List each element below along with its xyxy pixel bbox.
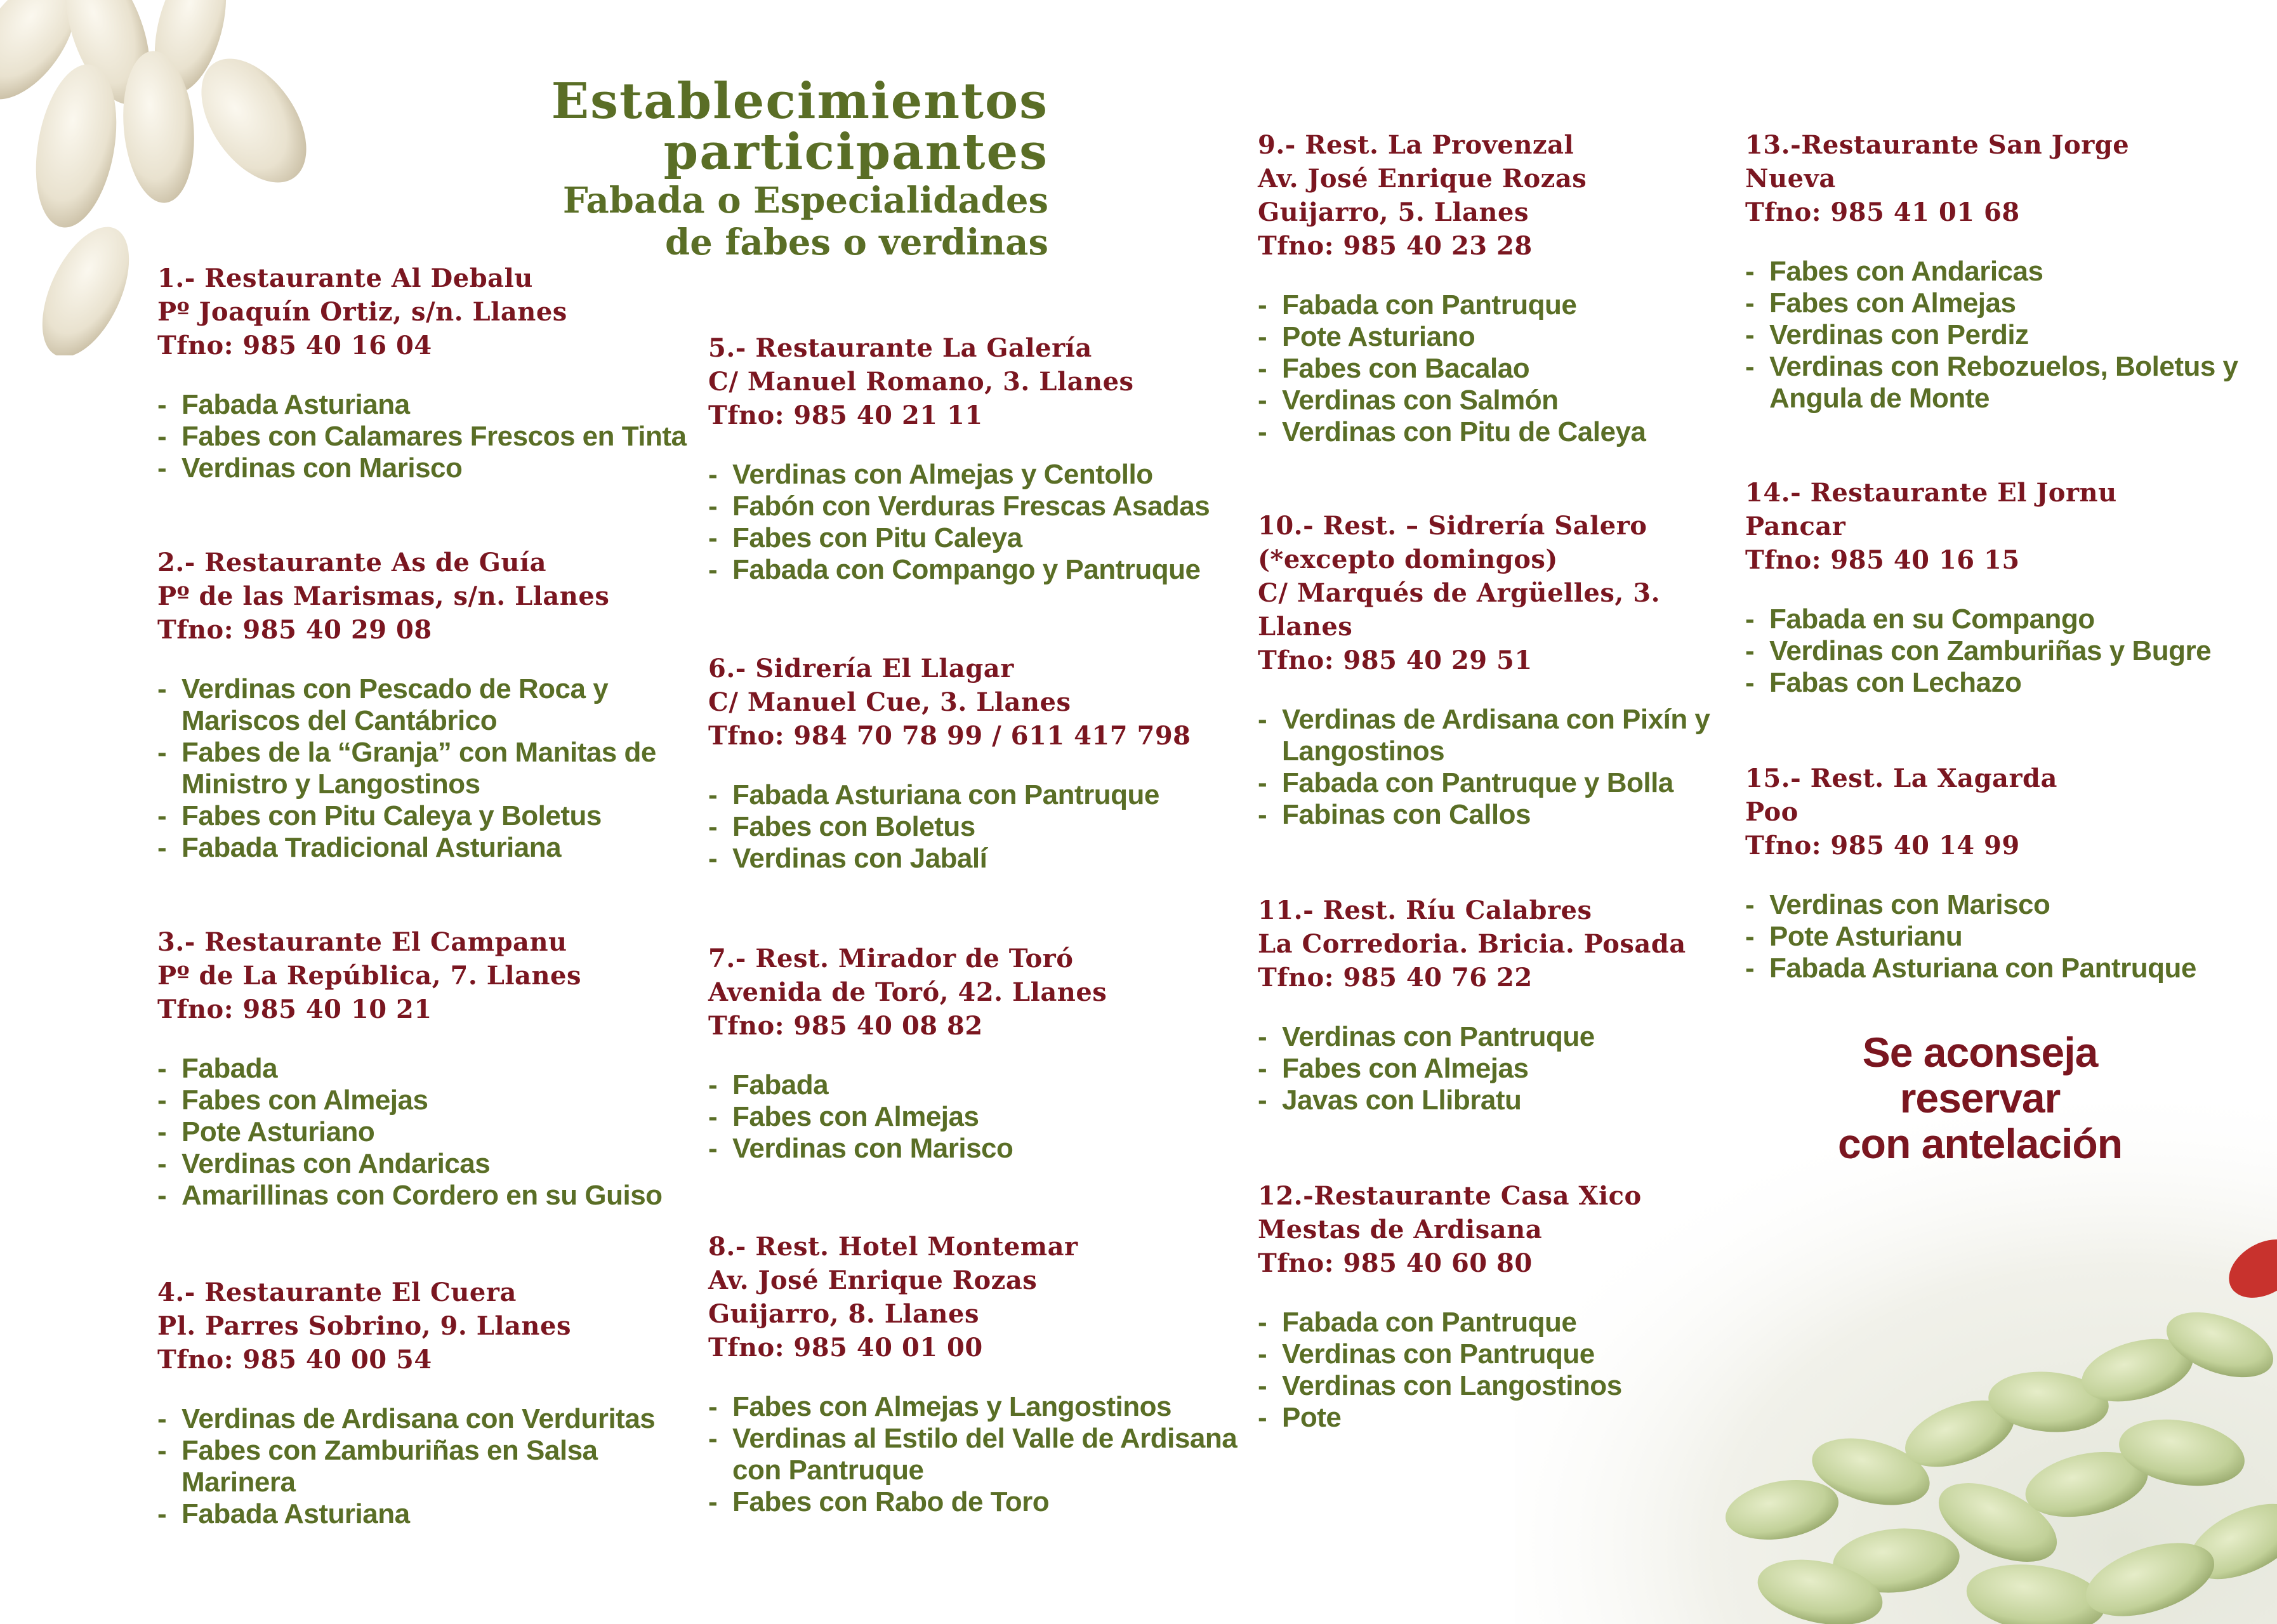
restaurant-phone: Tfno: 985 40 60 80 (1258, 1248, 1533, 1278)
dish-item (1258, 799, 1804, 831)
restaurant-name: 8.- Rest. Hotel Montemar (708, 1232, 1078, 1262)
dish-item (1258, 416, 1804, 448)
advice-line2: reservar (1899, 1074, 2061, 1121)
restaurant-address: Pº Joaquín Ortiz, s/n. Llanes (157, 297, 567, 327)
dish-label: Fabes con Zamburiñas en Salsa Marinera (182, 1435, 598, 1498)
dish-list (1258, 1307, 1804, 1434)
dash-bullet: - (1745, 953, 1755, 984)
dish-item (1745, 667, 2277, 699)
dish-item (157, 1053, 703, 1085)
dish-item (1258, 1085, 1804, 1116)
dash-bullet: - (157, 1053, 167, 1084)
dish-item (1745, 604, 2277, 635)
dish-label: Fabada Asturiana (182, 389, 410, 420)
dish-label: Fabada con Pantruque (1282, 1307, 1577, 1338)
dash-bullet: - (708, 1069, 718, 1100)
dish-item (157, 832, 703, 864)
subtitle-line2: de fabes o verdinas (665, 221, 1048, 263)
dish-label: Fabes con Andaricas (1769, 256, 2043, 287)
dish-label: Fabes con Almejas (182, 1085, 428, 1116)
dash-bullet: - (157, 1403, 167, 1434)
dish-list (1258, 704, 1804, 831)
dish-item (708, 1423, 1254, 1486)
dish-list (708, 779, 1254, 875)
dish-item (708, 554, 1254, 586)
dish-item (157, 1085, 703, 1116)
restaurant-address: C/ Marqués de Argüelles, 3. Llanes (1258, 578, 1661, 642)
dish-label: Fabes con Rabo de Toro (732, 1486, 1050, 1517)
dish-label: Verdinas con Perdiz (1769, 319, 2029, 350)
dish-item (157, 389, 703, 421)
dish-list (1745, 889, 2277, 984)
dash-bullet: - (1745, 319, 1755, 350)
dish-item (157, 1180, 703, 1211)
dish-item (1258, 1021, 1804, 1053)
dish-label: Verdinas con Andaricas (182, 1148, 491, 1179)
restaurant-phone: Tfno: 985 40 29 08 (157, 615, 432, 645)
dish-label: Verdinas de Ardisana con Pixín y Langostinos (1282, 704, 1710, 767)
dish-list (157, 673, 703, 864)
dish-item (1745, 287, 2277, 319)
dash-bullet: - (1258, 1053, 1267, 1084)
restaurant-phone: Tfno: 985 40 14 99 (1745, 831, 2020, 861)
dash-bullet: - (1745, 889, 1755, 920)
dish-label: Fabada Asturiana (182, 1498, 410, 1529)
dish-item (1745, 351, 2277, 414)
dash-bullet: - (1745, 256, 1755, 287)
dish-item (157, 452, 703, 484)
dash-bullet: - (1258, 704, 1267, 735)
restaurant-name: 12.-Restaurante Casa Xico (1258, 1181, 1642, 1211)
dish-label: Fabes de la “Granja” con Manitas de Ministro y Langostinos (182, 737, 656, 800)
dash-bullet: - (708, 522, 718, 553)
dish-item (708, 1486, 1254, 1518)
dish-label: Fabes con Pitu Caleya y Boletus (182, 800, 602, 831)
dish-item (708, 1069, 1254, 1101)
restaurant-entry (157, 925, 703, 1211)
dish-item (1258, 704, 1804, 767)
dish-label: Pote Asturianu (1769, 921, 1963, 952)
dish-label: Fabas con Lechazo (1769, 667, 2022, 698)
dash-bullet: - (708, 843, 718, 874)
dish-list (157, 1053, 703, 1211)
dash-bullet: - (1745, 351, 1755, 382)
restaurant-entry (1745, 476, 2277, 699)
advice-line1: Se aconseja (1862, 1029, 2098, 1076)
dish-label: Fabada con Compango y Pantruque (732, 554, 1201, 585)
restaurant-entry (1258, 509, 1804, 831)
dash-bullet: - (708, 1423, 718, 1454)
dish-label: Fabes con Almejas (732, 1101, 979, 1132)
dish-label: Fabes con Almejas (1282, 1053, 1529, 1084)
restaurant-name: 7.- Rest. Mirador de Toró (708, 944, 1074, 974)
restaurant-entry (157, 261, 703, 484)
dash-bullet: - (1258, 767, 1267, 798)
dash-bullet: - (1258, 1370, 1267, 1401)
restaurant-entry (708, 942, 1254, 1165)
dish-label: Fabada con Pantruque (1282, 289, 1577, 320)
dish-item (708, 1133, 1254, 1165)
restaurant-name: 1.- Restaurante Al Debalu (157, 263, 533, 293)
dish-list (1745, 604, 2277, 699)
dish-label: Fabada (732, 1069, 829, 1100)
dish-label: Fabes con Almejas y Langostinos (732, 1391, 1172, 1422)
restaurant-name: 4.- Restaurante El Cuera (157, 1277, 517, 1307)
restaurant-address: Nueva (1745, 164, 1836, 194)
restaurant-address: Poo (1745, 797, 1798, 827)
dish-item (157, 1116, 703, 1148)
reservation-advice (1821, 1029, 2139, 1166)
dish-label: Verdinas con Marisco (732, 1133, 1013, 1164)
dash-bullet: - (1745, 635, 1755, 666)
dish-label: Pote Asturiano (1282, 321, 1475, 352)
dish-item (157, 673, 703, 737)
dash-bullet: - (1745, 921, 1755, 952)
dish-item (157, 1435, 703, 1498)
dish-item (1745, 889, 2277, 921)
restaurant-name: 6.- Sidrería El Llagar (708, 654, 1014, 683)
dish-list (708, 1391, 1254, 1518)
dish-item (1745, 921, 2277, 953)
dish-list (1258, 289, 1804, 448)
dash-bullet: - (157, 1148, 167, 1179)
restaurant-entry (708, 1230, 1254, 1518)
dish-label: Verdinas con Pitu de Caleya (1282, 416, 1646, 447)
restaurant-address: Mestas de Ardisana (1258, 1215, 1543, 1244)
dash-bullet: - (1258, 1021, 1267, 1052)
dash-bullet: - (157, 1498, 167, 1529)
dish-item (157, 1148, 703, 1180)
dash-bullet: - (708, 554, 718, 585)
dish-item (708, 459, 1254, 491)
dish-item (1745, 256, 2277, 287)
dish-label: Verdinas al Estilo del Valle de Ardisana con Pantruque (732, 1423, 1238, 1486)
dash-bullet: - (157, 1085, 167, 1116)
dish-label: Verdinas con Marisco (1769, 889, 2050, 920)
dish-label: Fabes con Bacalao (1282, 353, 1530, 384)
dish-label: Verdinas con Zamburiñas y Bugre (1769, 635, 2212, 666)
dish-label: Fabes con Almejas (1769, 287, 2016, 319)
restaurant-address: Pº de La República, 7. Llanes (157, 961, 582, 991)
dish-label: Verdinas con Langostinos (1282, 1370, 1622, 1401)
dish-item (1258, 289, 1804, 321)
restaurant-phone: Tfno: 985 40 10 21 (157, 994, 432, 1024)
dash-bullet: - (1258, 321, 1267, 352)
dish-item (157, 737, 703, 800)
dash-bullet: - (708, 1486, 718, 1517)
dish-list (708, 459, 1254, 586)
restaurant-phone: Tfno: 985 40 76 22 (1258, 963, 1533, 993)
dish-item (1745, 319, 2277, 351)
restaurant-name: 11.- Rest. Ríu Calabres (1258, 895, 1592, 925)
dish-item (157, 421, 703, 452)
dish-item (1745, 635, 2277, 667)
subtitle-line1: Fabada o Especialidades (562, 180, 1048, 221)
dash-bullet: - (157, 421, 167, 452)
dash-bullet: - (708, 1133, 718, 1164)
dash-bullet: - (708, 1101, 718, 1132)
dish-label: Fabes con Pitu Caleya (732, 522, 1022, 553)
restaurant-phone: Tfno: 985 40 01 00 (708, 1333, 983, 1363)
restaurant-address: C/ Manuel Romano, 3. Llanes (708, 367, 1134, 397)
title-block (551, 72, 1048, 263)
dish-label: Fabada en su Compango (1769, 604, 2095, 635)
restaurant-address: Avenida de Toró, 42. Llanes (708, 977, 1107, 1007)
dish-item (708, 1101, 1254, 1133)
dash-bullet: - (708, 779, 718, 810)
dish-item (1258, 353, 1804, 385)
advice-line3: con antelación (1837, 1120, 2123, 1167)
restaurant-address: Av. José Enrique Rozas Guijarro, 5. Llanes (1258, 164, 1587, 227)
restaurant-name: 2.- Restaurante As de Guía (157, 548, 547, 578)
dish-label: Fabada Asturiana con Pantruque (1769, 953, 2196, 984)
dash-bullet: - (1258, 289, 1267, 320)
restaurant-entry (157, 1276, 703, 1530)
restaurant-phone: Tfno: 984 70 78 99 / 611 417 798 (708, 721, 1191, 751)
restaurant-phone: Tfno: 985 40 23 28 (1258, 231, 1533, 261)
restaurant-entry (708, 331, 1254, 586)
restaurant-address: Pancar (1745, 512, 1846, 541)
dash-bullet: - (157, 737, 167, 768)
dish-label: Fabada (182, 1053, 278, 1084)
dash-bullet: - (157, 673, 167, 704)
dash-bullet: - (157, 800, 167, 831)
dish-label: Fabes con Boletus (732, 811, 975, 842)
dish-label: Fabón con Verduras Frescas Asadas (732, 491, 1210, 522)
dish-item (1258, 385, 1804, 416)
dish-label: Javas con Llibratu (1282, 1085, 1522, 1116)
dash-bullet: - (1258, 799, 1267, 830)
dash-bullet: - (1258, 1307, 1267, 1338)
dash-bullet: - (157, 452, 167, 484)
dash-bullet: - (708, 1391, 718, 1422)
restaurant-entry (1745, 128, 2277, 414)
restaurant-entry (157, 546, 703, 864)
page-title-line2: participantes (663, 123, 1048, 181)
dish-list (1745, 256, 2277, 414)
page-title-line1: Establecimientos (551, 72, 1048, 130)
dish-label: Verdinas con Pescado de Roca y Mariscos del Cantábrico (182, 673, 609, 736)
dish-list (1258, 1021, 1804, 1116)
dish-label: Pote Asturiano (182, 1116, 375, 1147)
restaurant-entry (1258, 128, 1804, 448)
dish-label: Fabada Asturiana con Pantruque (732, 779, 1159, 810)
restaurant-name: 9.- Rest. La Provenzal (1258, 130, 1574, 160)
dish-item (1258, 767, 1804, 799)
dish-list (708, 1069, 1254, 1165)
dish-label: Amarillinas con Cordero en su Guiso (182, 1180, 663, 1211)
dish-label: Verdinas con Pantruque (1282, 1021, 1595, 1052)
restaurant-address: La Corredoria. Bricia. Posada (1258, 929, 1686, 959)
dash-bullet: - (708, 459, 718, 490)
restaurant-name: 14.- Restaurante El Jornu (1745, 478, 2117, 508)
restaurant-name: 5.- Restaurante La Galería (708, 333, 1092, 363)
restaurant-name: 15.- Rest. La Xagarda (1745, 763, 2057, 793)
dash-bullet: - (1258, 1085, 1267, 1116)
dish-item (1258, 1370, 1804, 1402)
dish-item (1258, 321, 1804, 353)
dash-bullet: - (1745, 287, 1755, 319)
dish-item (1745, 953, 2277, 984)
dish-label: Verdinas con Rebozuelos, Boletus y Angula de Monte (1769, 351, 2238, 414)
dish-label: Verdinas con Pantruque (1282, 1338, 1595, 1370)
dash-bullet: - (708, 811, 718, 842)
dash-bullet: - (157, 389, 167, 420)
restaurant-phone: Tfno: 985 40 08 82 (708, 1011, 983, 1041)
dash-bullet: - (157, 832, 167, 863)
dish-label: Fabes con Calamares Frescos en Tinta (182, 421, 687, 452)
dish-item (1258, 1338, 1804, 1370)
restaurant-name: 13.-Restaurante San Jorge (1745, 130, 2130, 160)
restaurant-name: 3.- Restaurante El Campanu (157, 927, 567, 957)
dash-bullet: - (1258, 353, 1267, 384)
restaurant-entry (1258, 894, 1804, 1116)
dish-item (157, 1498, 703, 1530)
dash-bullet: - (708, 491, 718, 522)
restaurant-phone: Tfno: 985 40 16 15 (1745, 545, 2020, 575)
dish-label: Fabada Tradicional Asturiana (182, 832, 562, 863)
restaurant-entry (1745, 762, 2277, 984)
dish-item (708, 779, 1254, 811)
dish-label: Verdinas con Marisco (182, 452, 463, 484)
dish-item (1258, 1307, 1804, 1338)
dash-bullet: - (157, 1116, 167, 1147)
dish-label: Pote (1282, 1402, 1342, 1433)
restaurant-entry (708, 652, 1254, 875)
restaurant-entry (1258, 1179, 1804, 1434)
restaurant-address: Pº de las Marismas, s/n. Llanes (157, 581, 610, 611)
dish-item (157, 800, 703, 832)
dish-label: Verdinas con Jabalí (732, 843, 987, 874)
dish-item (157, 1403, 703, 1435)
dash-bullet: - (1745, 604, 1755, 635)
dish-label: Fabinas con Callos (1282, 799, 1531, 830)
restaurant-address: C/ Manuel Cue, 3. Llanes (708, 687, 1071, 717)
restaurant-phone: Tfno: 985 40 00 54 (157, 1345, 432, 1375)
restaurant-phone: Tfno: 985 40 21 11 (708, 400, 983, 430)
dish-item (1258, 1053, 1804, 1085)
dish-item (708, 522, 1254, 554)
dash-bullet: - (1745, 667, 1755, 698)
dash-bullet: - (157, 1435, 167, 1466)
restaurant-phone: Tfno: 985 40 29 51 (1258, 645, 1533, 675)
dish-item (708, 811, 1254, 843)
dish-item (1258, 1402, 1804, 1434)
dish-label: Fabada con Pantruque y Bolla (1282, 767, 1673, 798)
dash-bullet: - (1258, 416, 1267, 447)
dish-item (708, 1391, 1254, 1423)
restaurant-phone: Tfno: 985 40 16 04 (157, 331, 432, 360)
dash-bullet: - (1258, 1338, 1267, 1370)
restaurant-address: Pl. Parres Sobrino, 9. Llanes (157, 1311, 571, 1341)
dish-label: Verdinas de Ardisana con Verduritas (182, 1403, 656, 1434)
dash-bullet: - (1258, 385, 1267, 416)
restaurant-address: Av. José Enrique Rozas Guijarro, 8. Llanes (708, 1265, 1038, 1329)
dish-list (157, 1403, 703, 1530)
restaurant-phone: Tfno: 985 41 01 68 (1745, 197, 2020, 227)
dish-label: Verdinas con Almejas y Centollo (732, 459, 1153, 490)
dash-bullet: - (157, 1180, 167, 1211)
dish-label: Verdinas con Salmón (1282, 385, 1559, 416)
restaurant-name: 10.- Rest. – Sidrería Salero (*excepto domingos) (1258, 511, 1647, 574)
dash-bullet: - (1258, 1402, 1267, 1433)
dish-list (157, 389, 703, 484)
dish-item (708, 491, 1254, 522)
dish-item (708, 843, 1254, 875)
